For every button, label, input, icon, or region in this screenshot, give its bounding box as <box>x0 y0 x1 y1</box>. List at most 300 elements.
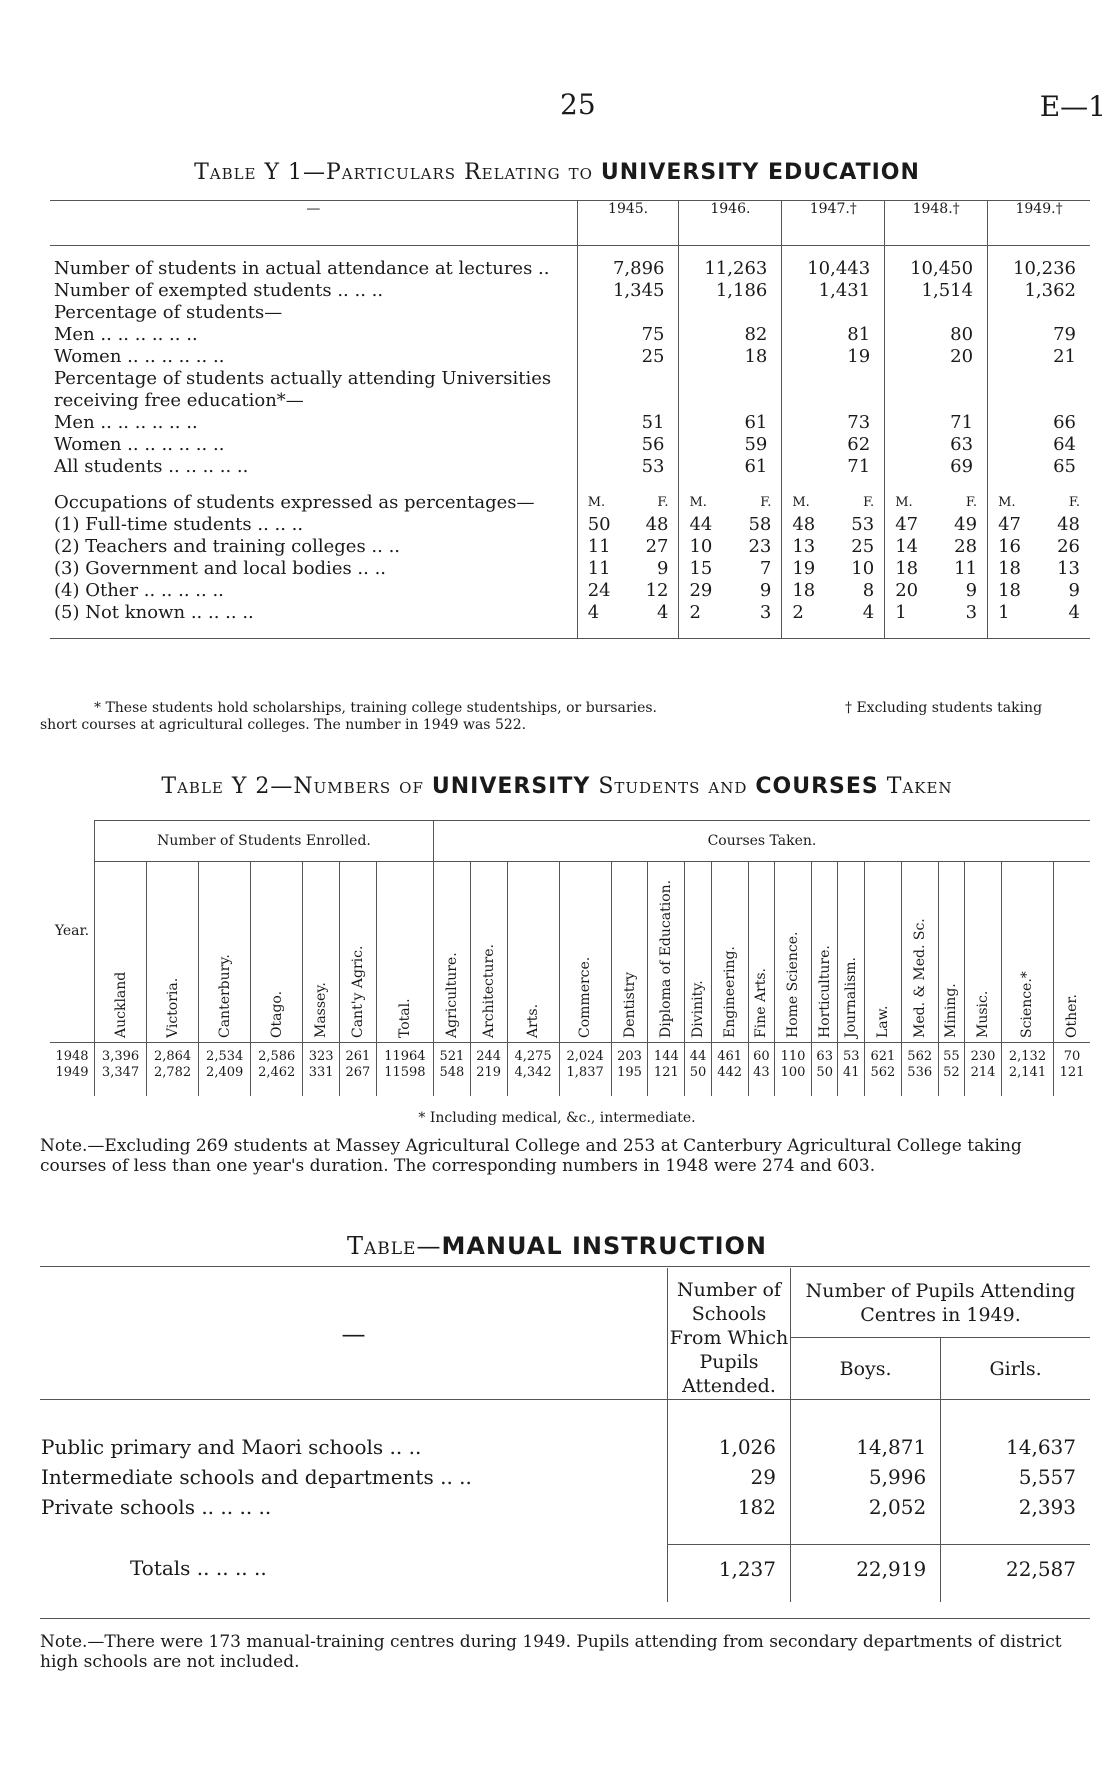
occupation-label: (3) Government and local bodies .. .. <box>54 558 387 579</box>
enrolled-value: 2,409 <box>199 1065 251 1096</box>
row-value: 21 <box>988 346 1090 368</box>
male-value: 47 <box>895 514 919 535</box>
table-y1-row <box>50 302 1090 324</box>
row-value: 73 <box>782 412 885 434</box>
male-value: 18 <box>998 580 1021 601</box>
mf-header <box>679 478 782 514</box>
course-value: 41 <box>838 1065 865 1096</box>
female-value: 4 <box>657 602 669 623</box>
row-value: 75 <box>577 324 679 346</box>
course-value: 4,275 <box>507 1043 559 1066</box>
table-y1-row <box>50 368 1090 390</box>
table-y2-note: Note.—Excluding 269 students at Massey Agricultural College and 253 at Canterbury Agricultural College taking courses of less than one year's duration. The corresponding numbers in 1948 were 274 and 603. <box>40 1136 1022 1176</box>
table-y1-footnote-cont: short courses at agricultural colleges. The number in 1949 was 522. <box>40 717 527 733</box>
occupation-pair <box>683 514 777 536</box>
occupation-pair <box>992 514 1086 536</box>
occupation-cell <box>782 558 885 580</box>
occupation-label: (5) Not known .. .. .. .. <box>54 602 254 623</box>
course-value: 1,837 <box>559 1065 611 1096</box>
enrolled-value: 2,586 <box>251 1043 303 1066</box>
male-header: M. <box>689 495 707 510</box>
manual-totals-row <box>40 1544 1090 1584</box>
enrolled-column-label: Auckland <box>112 971 129 1038</box>
course-value: 50 <box>811 1065 838 1096</box>
female-value: 28 <box>954 536 978 557</box>
female-value: 23 <box>748 536 772 557</box>
row-label: Number of students in actual attendance at lectures .. <box>54 258 550 279</box>
occupation-cell <box>782 536 885 558</box>
enrolled-column-label: Otago. <box>268 990 285 1038</box>
occupation-pair <box>683 558 777 580</box>
year-header-3: 1948.† <box>885 201 988 246</box>
course-column-header <box>711 862 748 1043</box>
table-y1-row <box>50 346 1090 368</box>
table-y1-row <box>50 324 1090 346</box>
female-value: 25 <box>851 536 875 557</box>
row-value: 18 <box>679 346 782 368</box>
mf-header-pair <box>582 492 675 514</box>
course-value: 214 <box>965 1065 1002 1096</box>
female-value: 13 <box>1057 558 1080 579</box>
course-value: 548 <box>433 1065 470 1096</box>
occupation-cell <box>577 536 679 558</box>
male-value: 29 <box>689 580 713 601</box>
table-y1-footnote-star: * These students hold scholarships, training college studentships, or bursaries. <box>94 700 657 716</box>
male-value: 24 <box>587 580 611 601</box>
enrolled-value: 2,782 <box>147 1065 199 1096</box>
table-y2-title <box>0 774 1114 799</box>
table-y1-row <box>50 434 1090 456</box>
course-value: 562 <box>865 1065 902 1096</box>
row-value <box>577 368 679 390</box>
occupation-pair <box>582 602 675 624</box>
table-y1-row <box>50 280 1090 302</box>
course-column-header <box>775 862 812 1043</box>
course-column-label: Horticulture. <box>816 945 833 1038</box>
occupation-cell <box>988 580 1090 602</box>
row-value <box>782 390 885 412</box>
course-column-label: Arts. <box>525 1003 542 1038</box>
occupation-cell <box>782 580 885 602</box>
table-y1-title-prefix: Table Y 1—Particulars Relating to <box>194 160 593 185</box>
row-value <box>679 302 782 324</box>
course-column-header <box>838 862 865 1043</box>
row-label: All students .. .. .. .. .. <box>54 456 249 477</box>
occupation-cell <box>577 558 679 580</box>
course-column-label: Engineering. <box>721 946 738 1038</box>
course-value: 461 <box>711 1043 748 1066</box>
mf-header <box>988 478 1090 514</box>
occupation-pair <box>889 536 983 558</box>
row-value <box>679 368 782 390</box>
course-column-header <box>1054 862 1090 1043</box>
occupations-label: Occupations of students expressed as percentages— <box>54 492 535 513</box>
female-value: 10 <box>851 558 875 579</box>
course-value: 244 <box>470 1043 507 1066</box>
occupation-cell <box>988 558 1090 580</box>
enrolled-column-header <box>303 862 340 1043</box>
manual-row-value: 14,871 <box>791 1432 941 1462</box>
male-value: 11 <box>587 558 611 579</box>
manual-row-label: Public primary and Maori schools .. .. <box>41 1435 422 1459</box>
occupation-pair <box>786 558 880 580</box>
row-value: 19 <box>782 346 885 368</box>
course-column-header <box>901 862 938 1043</box>
occupation-cell <box>679 536 782 558</box>
female-value: 48 <box>1057 514 1080 535</box>
course-column-header <box>648 862 685 1043</box>
course-column-header <box>470 862 507 1043</box>
table-y1-bottom <box>50 624 1090 639</box>
table-y2-row <box>50 1065 1090 1096</box>
row-value: 80 <box>885 324 988 346</box>
table-y1-title-bold: UNIVERSITY EDUCATION <box>600 160 920 185</box>
male-value: 48 <box>792 514 816 535</box>
occupation-row <box>50 602 1090 624</box>
manual-row-value: 2,393 <box>941 1492 1090 1522</box>
male-value: 2 <box>792 602 804 623</box>
occupation-pair <box>582 536 675 558</box>
male-value: 18 <box>792 580 816 601</box>
male-value: 13 <box>792 536 816 557</box>
occupation-pair <box>992 536 1086 558</box>
manual-bottom-rule <box>40 1618 1090 1619</box>
row-label: Percentage of students— <box>54 302 283 323</box>
manual-totals-label: Totals .. .. .. .. <box>130 1556 267 1581</box>
manual-total-value: 22,919 <box>791 1544 941 1584</box>
row-value: 63 <box>885 434 988 456</box>
manual-row-value: 182 <box>668 1492 791 1522</box>
enrolled-value: 2,534 <box>199 1043 251 1066</box>
year-header: Year. <box>54 923 90 940</box>
course-value: 70 <box>1054 1043 1090 1066</box>
enrolled-value: 267 <box>340 1065 377 1096</box>
course-column-label: Agriculture. <box>443 952 460 1038</box>
table-y1 <box>50 200 1090 639</box>
course-value: 144 <box>648 1043 685 1066</box>
course-value: 219 <box>470 1065 507 1096</box>
manual-total-value: 22,587 <box>941 1544 1090 1584</box>
male-value: 16 <box>998 536 1021 557</box>
manual-row-value: 1,026 <box>668 1432 791 1462</box>
male-value: 18 <box>998 558 1021 579</box>
table-y2-row <box>50 1043 1090 1066</box>
enrolled-column-label: Massey. <box>313 982 330 1038</box>
course-value: 100 <box>775 1065 812 1096</box>
manual-row-label: Private schools .. .. .. .. <box>41 1495 272 1519</box>
course-column-header <box>559 862 611 1043</box>
male-header: M. <box>792 495 810 510</box>
course-value: 195 <box>611 1065 648 1096</box>
row-value <box>885 368 988 390</box>
course-value: 110 <box>775 1043 812 1066</box>
occupation-cell <box>782 602 885 624</box>
table-y2 <box>50 820 1090 1096</box>
course-column-header <box>433 862 470 1043</box>
year-header-2: 1947.† <box>782 201 885 246</box>
male-value: 2 <box>689 602 701 623</box>
occupation-pair <box>582 514 675 536</box>
row-value: 25 <box>577 346 679 368</box>
enrolled-value: 2,462 <box>251 1065 303 1096</box>
course-column-header <box>507 862 559 1043</box>
group-enrolled-header: Number of Students Enrolled. <box>95 821 434 862</box>
occupation-row <box>50 514 1090 536</box>
table-y1-header-row <box>50 201 1090 246</box>
occupation-row <box>50 536 1090 558</box>
course-column-header <box>1001 862 1053 1043</box>
enrolled-value: 11964 <box>376 1043 433 1066</box>
course-value: 2,132 <box>1001 1043 1053 1066</box>
table-y2-group-row <box>50 821 1090 862</box>
course-value: 4,342 <box>507 1065 559 1096</box>
occupation-cell <box>885 558 988 580</box>
manual-corner: — <box>341 1319 366 1348</box>
enrolled-column-header <box>251 862 303 1043</box>
course-column-header <box>938 862 965 1043</box>
manual-header-pupils: Number of Pupils Attending Centres in 1949. <box>791 1268 1091 1338</box>
manual-header-boys: Boys. <box>791 1338 941 1400</box>
manual-row <box>40 1432 1090 1462</box>
female-value: 4 <box>1068 602 1080 623</box>
course-value: 44 <box>685 1043 712 1066</box>
enrolled-column-header <box>95 862 147 1043</box>
course-value: 121 <box>648 1065 685 1096</box>
row-value: 7,896 <box>577 246 679 281</box>
table-y2-title-prefix: Table Y 2—Numbers of <box>161 774 424 799</box>
female-header: F. <box>1068 495 1080 510</box>
course-value: 50 <box>685 1065 712 1096</box>
row-value: 53 <box>577 456 679 478</box>
occupation-cell <box>679 580 782 602</box>
course-value: 230 <box>965 1043 1002 1066</box>
year-header-1: 1946. <box>679 201 782 246</box>
male-value: 1 <box>998 602 1010 623</box>
occupation-pair <box>992 602 1086 624</box>
course-column-label: Commerce. <box>577 956 594 1038</box>
course-column-header <box>865 862 902 1043</box>
row-year: 1948 <box>50 1043 95 1066</box>
series-label: E—1 <box>1039 90 1106 123</box>
course-column-label: Mining. <box>943 983 960 1038</box>
manual-title-prefix: Table— <box>346 1232 442 1260</box>
occupation-row <box>50 558 1090 580</box>
course-column-label: Diploma of Education. <box>658 879 675 1038</box>
mf-header-pair <box>786 492 880 514</box>
table-y1-row <box>50 246 1090 281</box>
mf-header <box>782 478 885 514</box>
occupation-cell <box>577 514 679 536</box>
row-value <box>885 390 988 412</box>
row-label: Women .. .. .. .. .. .. <box>54 346 225 367</box>
occupation-cell <box>988 536 1090 558</box>
course-column-label: Fine Arts. <box>753 967 770 1038</box>
male-value: 19 <box>792 558 816 579</box>
male-value: 44 <box>689 514 713 535</box>
male-header: M. <box>587 495 606 510</box>
enrolled-value: 323 <box>303 1043 340 1066</box>
course-value: 2,141 <box>1001 1065 1053 1096</box>
female-value: 27 <box>645 536 669 557</box>
course-value: 562 <box>901 1043 938 1066</box>
manual-row <box>40 1462 1090 1492</box>
enrolled-column-label: Total. <box>396 998 413 1038</box>
manual-header-schools: Number of Schools From Which Pupils Attended. <box>668 1268 791 1400</box>
row-value: 66 <box>988 412 1090 434</box>
course-value: 55 <box>938 1043 965 1066</box>
course-value: 63 <box>811 1043 838 1066</box>
table-y2-title-mid: Students and <box>598 774 748 799</box>
female-value: 9 <box>965 580 978 601</box>
course-column-label: Med. & Med. Sc. <box>911 918 928 1038</box>
row-value <box>679 390 782 412</box>
table-y2-column-row <box>50 862 1090 1043</box>
manual-row-label: Intermediate schools and departments .. .. <box>41 1465 472 1489</box>
table-y2-title-bold1: UNIVERSITY <box>431 774 591 799</box>
manual-row-value: 2,052 <box>791 1492 941 1522</box>
male-value: 18 <box>895 558 919 579</box>
occupation-cell <box>577 580 679 602</box>
female-value: 12 <box>645 580 669 601</box>
manual-title-bold: MANUAL INSTRUCTION <box>441 1232 768 1260</box>
row-value <box>782 368 885 390</box>
row-value: 71 <box>782 456 885 478</box>
course-column-label: Science.* <box>1019 971 1036 1038</box>
occupation-cell <box>988 602 1090 624</box>
page-number: 25 <box>560 88 596 121</box>
row-label: Men .. .. .. .. .. .. <box>54 324 198 345</box>
row-value: 71 <box>885 412 988 434</box>
female-value: 11 <box>954 558 978 579</box>
enrolled-column-header <box>340 862 377 1043</box>
row-value: 1,186 <box>679 280 782 302</box>
occupation-pair <box>889 580 983 602</box>
enrolled-value: 3,396 <box>95 1043 147 1066</box>
table-y2-title-suffix: Taken <box>886 774 953 799</box>
occupation-cell <box>885 514 988 536</box>
course-value: 60 <box>748 1043 775 1066</box>
female-value: 7 <box>759 558 772 579</box>
manual-top-rule <box>40 1266 1090 1267</box>
enrolled-column-header <box>147 862 199 1043</box>
table-y2-title-bold2: COURSES <box>755 774 879 799</box>
row-label: receiving free education*— <box>54 390 304 411</box>
row-value <box>577 302 679 324</box>
enrolled-value: 261 <box>340 1043 377 1066</box>
female-value: 9 <box>1068 580 1080 601</box>
manual-header-girls: Girls. <box>941 1338 1090 1400</box>
male-value: 50 <box>587 514 611 535</box>
course-column-header <box>811 862 838 1043</box>
occupation-cell <box>885 580 988 602</box>
occupation-pair <box>889 558 983 580</box>
course-column-label: Divinity. <box>690 980 707 1038</box>
male-header: M. <box>998 495 1016 510</box>
row-value: 61 <box>679 456 782 478</box>
enrolled-value: 2,864 <box>147 1043 199 1066</box>
row-value: 10,443 <box>782 246 885 281</box>
male-value: 11 <box>587 536 611 557</box>
occupations-header-row <box>50 478 1090 514</box>
enrolled-value: 11598 <box>376 1065 433 1096</box>
year-header-4: 1949.† <box>988 201 1090 246</box>
occupation-cell <box>782 514 885 536</box>
row-value: 82 <box>679 324 782 346</box>
row-value <box>988 302 1090 324</box>
female-value: 26 <box>1057 536 1080 557</box>
male-value: 10 <box>689 536 713 557</box>
table-y1-title <box>0 160 1114 185</box>
course-value: 621 <box>865 1043 902 1066</box>
course-value: 2,024 <box>559 1043 611 1066</box>
manual-spacer-bottom <box>40 1584 1090 1602</box>
occupation-pair <box>582 580 675 602</box>
year-header-0: 1945. <box>577 201 679 246</box>
occupation-label: (4) Other .. .. .. .. .. <box>54 580 224 601</box>
course-column-header <box>965 862 1002 1043</box>
female-value: 48 <box>645 514 669 535</box>
mf-header <box>577 478 679 514</box>
manual-row-value: 5,996 <box>791 1462 941 1492</box>
occupation-row <box>50 580 1090 602</box>
occupation-pair <box>786 536 880 558</box>
female-value: 8 <box>862 580 875 601</box>
male-value: 14 <box>895 536 919 557</box>
course-value: 121 <box>1054 1065 1090 1096</box>
course-column-header <box>611 862 648 1043</box>
enrolled-value: 3,347 <box>95 1065 147 1096</box>
table-y1-footnote-dagger: † Excluding students taking <box>845 700 1043 716</box>
row-value: 61 <box>679 412 782 434</box>
course-column-header <box>685 862 712 1043</box>
occupation-pair <box>786 514 880 536</box>
manual-note: Note.—There were 173 manual-training centres during 1949. Pupils attending from secondary departments of district high schools are not included. <box>40 1632 1062 1672</box>
enrolled-column-header <box>376 862 433 1043</box>
row-value: 51 <box>577 412 679 434</box>
row-value: 10,450 <box>885 246 988 281</box>
male-value: 1 <box>895 602 907 623</box>
course-column-label: Dentistry <box>621 971 638 1038</box>
row-value: 1,362 <box>988 280 1090 302</box>
row-value: 1,345 <box>577 280 679 302</box>
occupation-pair <box>889 602 983 624</box>
manual-row-value: 14,637 <box>941 1432 1090 1462</box>
manual-table <box>40 1268 1090 1602</box>
manual-row <box>40 1492 1090 1522</box>
occupation-cell <box>679 514 782 536</box>
male-value: 4 <box>587 602 600 623</box>
female-value: 58 <box>748 514 772 535</box>
row-value: 1,431 <box>782 280 885 302</box>
row-value: 59 <box>679 434 782 456</box>
table-y1-row <box>50 390 1090 412</box>
occupation-pair <box>683 536 777 558</box>
occupation-pair <box>683 602 777 624</box>
course-value: 536 <box>901 1065 938 1096</box>
occupation-cell <box>988 514 1090 536</box>
course-column-header <box>748 862 775 1043</box>
course-value: 442 <box>711 1065 748 1096</box>
occupation-label: (2) Teachers and training colleges .. .. <box>54 536 401 557</box>
row-label: Men .. .. .. .. .. .. <box>54 412 198 433</box>
course-column-label: Architecture. <box>480 944 497 1038</box>
course-value: 52 <box>938 1065 965 1096</box>
female-value: 53 <box>851 514 875 535</box>
occupation-pair <box>786 580 880 602</box>
row-value <box>577 390 679 412</box>
occupation-pair <box>582 558 675 580</box>
male-value: 20 <box>895 580 919 601</box>
